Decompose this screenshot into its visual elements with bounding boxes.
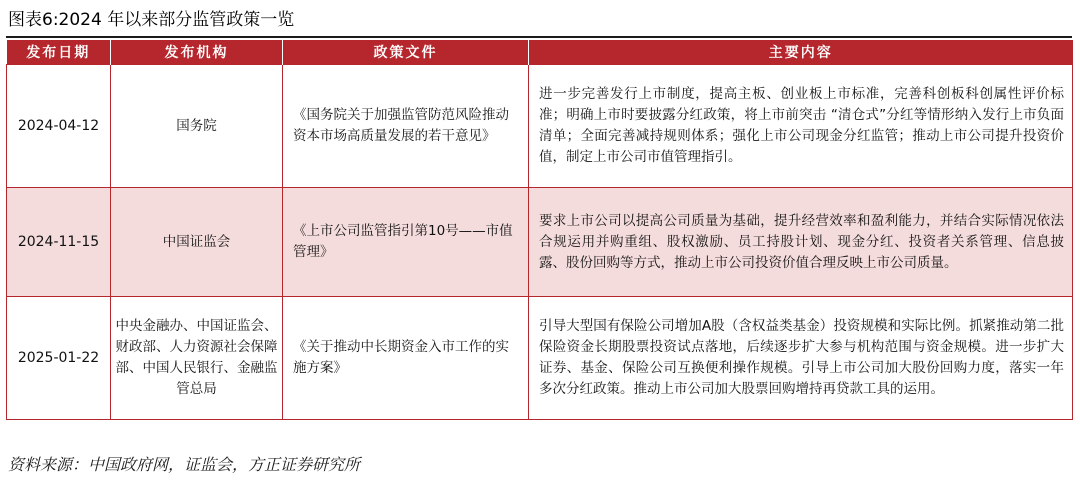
table-row — [7, 65, 1073, 188]
policy-table — [6, 40, 1073, 420]
cell-content: 进一步完善发行上市制度，提高主板、创业板上市标准，完善科创板科创属性评价标准；明确上市时要披露分红政策，将上市前突击 “清仓式”分红等情形纳入发行上市负面清单；全面完善减持规则体系；强化上市公司现金分红监管；推动上市公司提升投资价值，制定上市公司市值管理指引。 — [529, 65, 1073, 188]
cell-doc: 《关于推动中长期资金入市工作的实施方案》 — [283, 297, 529, 420]
title-divider — [6, 36, 1072, 38]
cell-doc: 《上市公司监管指引第10号——市值管理》 — [283, 188, 529, 297]
cell-doc: 《国务院关于加强监管防范风险推动资本市场高质量发展的若干意见》 — [283, 65, 529, 188]
table-row — [7, 297, 1073, 420]
cell-org: 中央金融办、中国证监会、财政部、人力资源社会保障部、中国人民银行、金融监管总局 — [111, 297, 283, 420]
cell-content: 要求上市公司以提高公司质量为基础，提升经营效率和盈利能力，并结合实际情况依法合规运用并购重组、股权激励、员工持股计划、现金分红、投资者关系管理、信息披露、股份回购等方式，推动上市公司投资价值合理反映上市公司质量。 — [529, 188, 1073, 297]
table-header-row — [7, 40, 1073, 65]
source-note: 资料来源：中国政府网，证监会，方正证券研究所 — [8, 455, 361, 474]
table-row — [7, 188, 1073, 297]
header-org: 发布机构 — [111, 40, 283, 65]
header-doc: 政策文件 — [283, 40, 529, 65]
cell-content: 引导大型国有保险公司增加A股（含权益类基金）投资规模和实际比例。抓紧推动第二批保险资金长期股票投资试点落地，后续逐步扩大参与机构范围与资金规模。进一步扩大证券、基金、保险公司互换便利操作规模。引导上市公司加大股份回购力度，落实一年多次分红政策。推动上市公司加大股票回购增持再贷款工具的运用。 — [529, 297, 1073, 420]
cell-date: 2025-01-22 — [7, 297, 111, 420]
cell-date: 2024-11-15 — [7, 188, 111, 297]
cell-org: 国务院 — [111, 65, 283, 188]
cell-org: 中国证监会 — [111, 188, 283, 297]
header-content: 主要内容 — [529, 40, 1073, 65]
header-date: 发布日期 — [7, 40, 111, 65]
figure-title: 图表6:2024 年以来部分监管政策一览 — [8, 10, 295, 30]
cell-date: 2024-04-12 — [7, 65, 111, 188]
